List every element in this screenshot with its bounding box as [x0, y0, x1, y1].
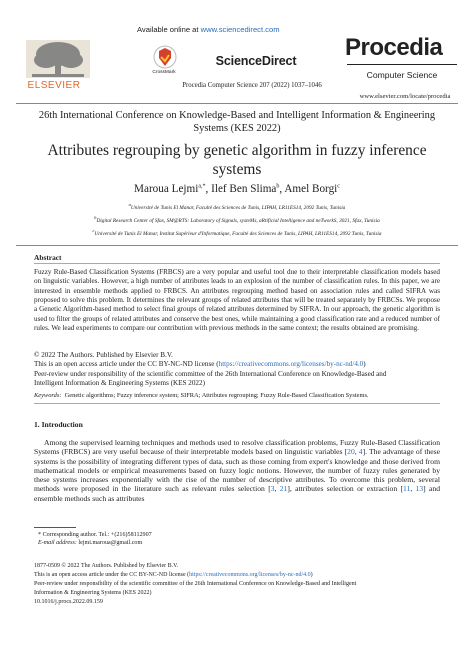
- license-line: [34, 360, 440, 369]
- citation-link[interactable]: 20: [347, 447, 355, 457]
- intro-text-run: and ensemble methods such as attributes: [34, 484, 440, 503]
- author-list: [24, 183, 450, 195]
- issn-line: 1877-0509 © 2022 The Authors. Published by Elsevier B.V.: [34, 563, 179, 569]
- affiliation-sup: c: [92, 227, 95, 233]
- sciencedirect-url-link[interactable]: www.sciencedirect.com: [200, 25, 280, 34]
- abstract-body: Fuzzy Rule-Based Classification Systems (FRBCS) are a very popular and useful tool due to their interpretable classification models based on linguistic variables. However, a high number of attributes leads to an explosion of the number of classification rules. In this paper, we are interested in ensemble methods applied to FRBCS. An attributes regrouping method based on association rules and called SIFRA was proposed to solve this problem. It determines the relevant groups of related attributes that will be treated separately by FRBCSs. We propose a Genetic Algorithm-based method to select final groups of related attributes determined by SIFRA. In our approach, the genetic algorithm is used to filter the groups of related attributes and conserve the best ones, while maintaining a good classification rate and a reduced number of rules. We lead experiments to compare our contribution with previous methods in the same context; the results obtained are promising.: [34, 268, 440, 333]
- abstract-divider: [34, 263, 440, 264]
- affiliation-c: [24, 226, 450, 239]
- elsevier-wordmark: ELSEVIER: [27, 80, 81, 91]
- sciencedirect-wordmark: ScienceDirect: [215, 54, 297, 68]
- author-sup: a,*: [198, 183, 206, 190]
- peer-review-line-2: Intelligent Information & Engineering Systems (KES 2022): [34, 379, 205, 388]
- author-name: Maroua Lejmi: [134, 183, 199, 195]
- doi-line[interactable]: 10.1016/j.procs.2022.09.159: [34, 598, 103, 605]
- page-footer: [34, 562, 444, 607]
- license-link[interactable]: https://creativecommons.org/licenses/by-nc-nd/4.0: [218, 360, 364, 369]
- procedia-wordmark: Procedia: [345, 34, 443, 61]
- author-name: Amel Borgi: [284, 183, 338, 195]
- paper-title-line-1: Attributes regrouping by genetic algorithm in fuzzy inference: [47, 142, 427, 159]
- intro-text-run: , attributes selection or extraction: [289, 484, 401, 494]
- intro-text-run: . The advantage of these systems is the possibility of integrating different types of data, such as those coming from expert's knowledge and those derived from mathematical models or empirical measurements based on fuzzy logic notions. However, the number of fuzzy rules generated by these systems increases exponentially with the rise of the number of descriptive attributes. To overcome this problem, several methods were proposed in the literature such as relevant rules selection: [34, 447, 441, 494]
- citation-link[interactable]: 11: [403, 484, 411, 494]
- footer-license-link[interactable]: https://creativecommons.org/licenses/by-nc-nd/4.0: [189, 571, 311, 578]
- abstract-heading: Abstract: [34, 253, 62, 262]
- keywords-divider: [34, 403, 440, 404]
- affiliation-text: Université de Tunis El Manar, Faculté des Sciences de Tunis, LIPAH, LR11ES14, 2092 Tunis, Tunisia: [130, 204, 346, 211]
- locate-procedia-url[interactable]: www.elsevier.com/locate/procedia: [359, 93, 451, 100]
- procedia-subtitle: Computer Science: [366, 70, 438, 80]
- affiliation-b: [24, 213, 450, 226]
- footnote-rule: [34, 527, 76, 528]
- paper-title-line-2: systems: [212, 160, 262, 178]
- license-prefix: This is an open access article under the CC BY-NC-ND license (: [34, 360, 219, 369]
- conference-name: [24, 110, 450, 135]
- author-sup: b: [276, 183, 280, 190]
- copyright-block: [34, 351, 440, 388]
- footer-peer-review-line-2: Information & Engineering Systems (KES 2022): [34, 589, 152, 596]
- title-divider: [16, 245, 458, 246]
- peer-review-line-1: Peer-review under responsibility of the scientific committee of the 26th International Conference on Knowledge-Based and: [34, 369, 387, 378]
- citation-link[interactable]: 13: [415, 484, 424, 494]
- corresponding-author-note: * Corresponding author. Tel.: +(216)58112907: [38, 532, 152, 538]
- email-note: [38, 540, 142, 546]
- keywords-label: Keywords:: [34, 392, 62, 399]
- author-separator: ,: [279, 183, 285, 195]
- author-name: Ilef Ben Slima: [211, 183, 277, 195]
- available-online-text: [137, 25, 280, 34]
- citation-link[interactable]: 4: [358, 447, 363, 457]
- available-online-prefix: Available online at: [137, 25, 201, 34]
- affiliations: [24, 200, 450, 239]
- crossmark-label: CrossMark: [152, 70, 176, 75]
- conference-line-2: Systems (KES 2022): [193, 122, 281, 134]
- intro-text-run: Among the supervised learning techniques and methods used to resolve classification problems, Fuzzy Rule-Based Classification Systems (FRBCS) are very useful because of their interpretable models based on linguistic variables: [34, 438, 440, 457]
- email-label: E-mail address:: [38, 540, 77, 546]
- keywords-list: Genetic algorithms; Fuzzy inference system; SIFRA; Attributes regrouping; Fuzzy Rule-Based Classification Systems.: [64, 392, 369, 399]
- journal-citation-line: Procedia Computer Science 207 (2022) 1037–1046: [182, 82, 322, 89]
- footer-license-line: [34, 571, 444, 580]
- procedia-rule: [347, 64, 457, 65]
- affiliation-text: Université de Tunis El Manar, Institut Supérieur d'Informatique, Faculté des Sciences de Tunis, LIPAH, LR11ES14, 2092 Tunis, Tunisia: [94, 230, 382, 237]
- paper-title: [24, 142, 450, 179]
- affiliation-sup: a: [128, 202, 131, 207]
- header-divider: [16, 103, 458, 104]
- license-suffix: ): [310, 571, 313, 578]
- author-separator: ,: [205, 183, 212, 195]
- license-suffix: ): [363, 360, 366, 369]
- author-sup: c: [337, 183, 340, 190]
- email-address[interactable]: lejmi.maroua@gmail.com: [76, 540, 143, 546]
- conference-line-1: 26th International Conference on Knowledge-Based and Intelligent Information & Engineering: [38, 110, 436, 121]
- citation-link[interactable]: 21: [279, 484, 288, 494]
- citation-link[interactable]: 3: [270, 484, 275, 494]
- affiliation-sup: b: [94, 214, 97, 220]
- license-prefix: This is an open access article under the CC BY-NC-ND license (: [34, 571, 190, 578]
- footer-peer-review-line-1: Peer-review under responsibility of the scientific committee of the 26th International Conference on Knowledge-Based and Intelligent: [34, 580, 357, 587]
- keywords-line: [34, 392, 440, 399]
- copyright-line: © 2022 The Authors. Published by Elsevier B.V.: [34, 351, 173, 359]
- introduction-paragraph: Among the supervised learning techniques and methods used to resolve classification problems, Fuzzy Rule-Based Classification Systems (FRBCS) are very useful because of their interpretable models based on linguistic variables [20, 4]. The advantage of these systems is the possibility of integrating different types of data, such as those coming from expert's knowledge and those derived from mathematical models or empirical measurements based on fuzzy logic notions. However, the number of fuzzy rules generated by these systems increases exponentially with the rise of the number of descriptive attributes. To overcome this problem, several methods were proposed in the literature such as relevant rules selection [3, 21], attributes selection or extraction [11, 13] and ensemble methods such as attributes: [34, 438, 441, 503]
- affiliation-a: [24, 200, 450, 213]
- crossmark-icon[interactable]: [151, 44, 179, 70]
- affiliation-text: Digital Research Center of Sfax, SM@RTS: Laboratory of Signals, systeMs, aRtificial Intelligence and neTworkS, 3021, Sfax, Tunisia: [96, 217, 380, 224]
- section-heading-introduction: 1. Introduction: [34, 420, 83, 429]
